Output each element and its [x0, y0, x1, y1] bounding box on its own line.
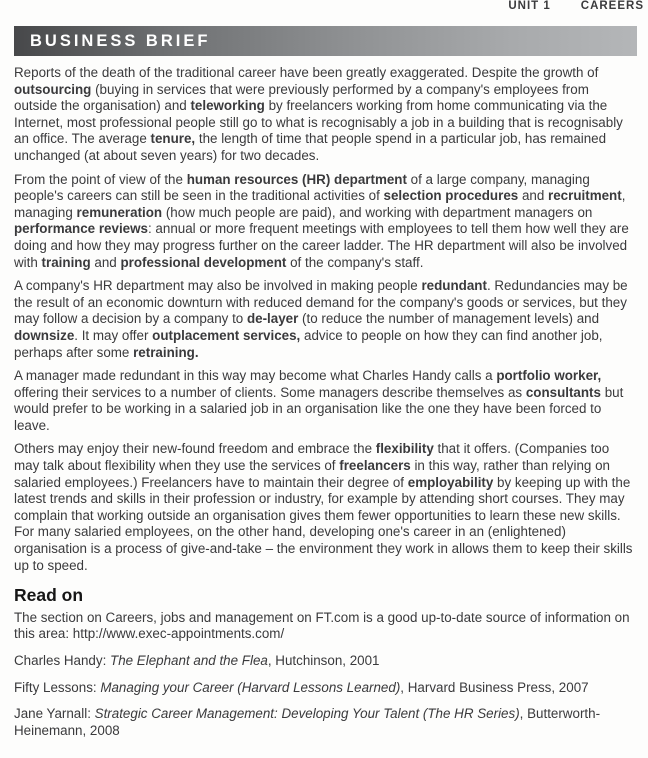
paragraph-4: A manager made redundant in this way may become what Charles Handy calls a portfolio worker, offering their services to a number of clients. Some managers describe themselves as consultants but would prefer to be working in a salaried job in an organisation like the one they have been forced to leave.	[14, 368, 628, 433]
paragraph-1: Reports of the death of the traditional career have been greatly exaggerated. Despite the growth of outsourcing (buying in services that were previously performed by a company's employees from outside the organisation) and teleworking by freelancers working from home communicating via the Internet, most professional people still go to what is recognisably a job in a building that is recognisably an office. The average tenure, the length of time that people spend in a particular job, has remained unchanged (at about seven years) for two decades.	[14, 65, 627, 163]
paragraph-5: Others may enjoy their new-found freedom and embrace the flexibility that it offers. (Companies too may talk about flexibility when they use the services of freelancers in this way, rather than relying on salaried employees.) Freelancers have to maintain their degree of employability by keeping up with the latest trends and skills in their profession or industry, for example by attending short courses. They may complain that working outside an organisation gives them fewer opportunities to learn these new skills. For many salaried employees, on the other hand, developing one's career in an (enlightened) organisation is a process of give-and-take – the environment they work in allows them to keep their skills up to speed.	[14, 441, 637, 573]
banner-title: BUSINESS BRIEF	[30, 32, 211, 50]
read-on-heading: Read on	[14, 585, 84, 606]
read-on-intro: The section on Careers, jobs and management on FT.com is a good up-to-date source of information on this area: http://www.exec-appointments.com/	[14, 609, 630, 642]
paragraph-2: From the point of view of the human resources (HR) department of a large company, managing people's careers can still be seen in the traditional activities of selection procedures and recruitment, managing remuneration (how much people are paid), and working with department managers on performance reviews: annual or more frequent meetings with employees to tell them how well they are doing and how they may progress further on the career ladder. The HR department will also be involved with training and professional development of the company's staff.	[14, 171, 633, 270]
reference-item-2: Fifty Lessons: Managing your Career (Harvard Lessons Learned), Harvard Business Press, 2007	[14, 679, 589, 695]
business-brief-banner	[14, 26, 637, 56]
reference-item-3: Jane Yarnall: Strategic Career Management: Developing Your Talent (The HR Series), Butterworth-Heinemann, 2008	[14, 706, 601, 738]
running-header	[508, 0, 644, 12]
section-label: CAREERS	[580, 0, 644, 12]
body-content	[14, 65, 635, 749]
read-on-section	[14, 587, 635, 739]
paragraph-3: A company's HR department may also be involved in making people redundant. Redundancies may be the result of an economic downturn with reduced demand for the company's goods or services, but they may follow a decision by a company to de-layer (to reduce the number of management levels) and downsize. It may offer outplacement services, advice to people on how they can find another job, perhaps after some retraining.	[14, 278, 632, 360]
unit-label: UNIT 1	[508, 0, 551, 12]
reference-item-1: Charles Handy: The Elephant and the Flea, Hutchinson, 2001	[14, 653, 380, 668]
